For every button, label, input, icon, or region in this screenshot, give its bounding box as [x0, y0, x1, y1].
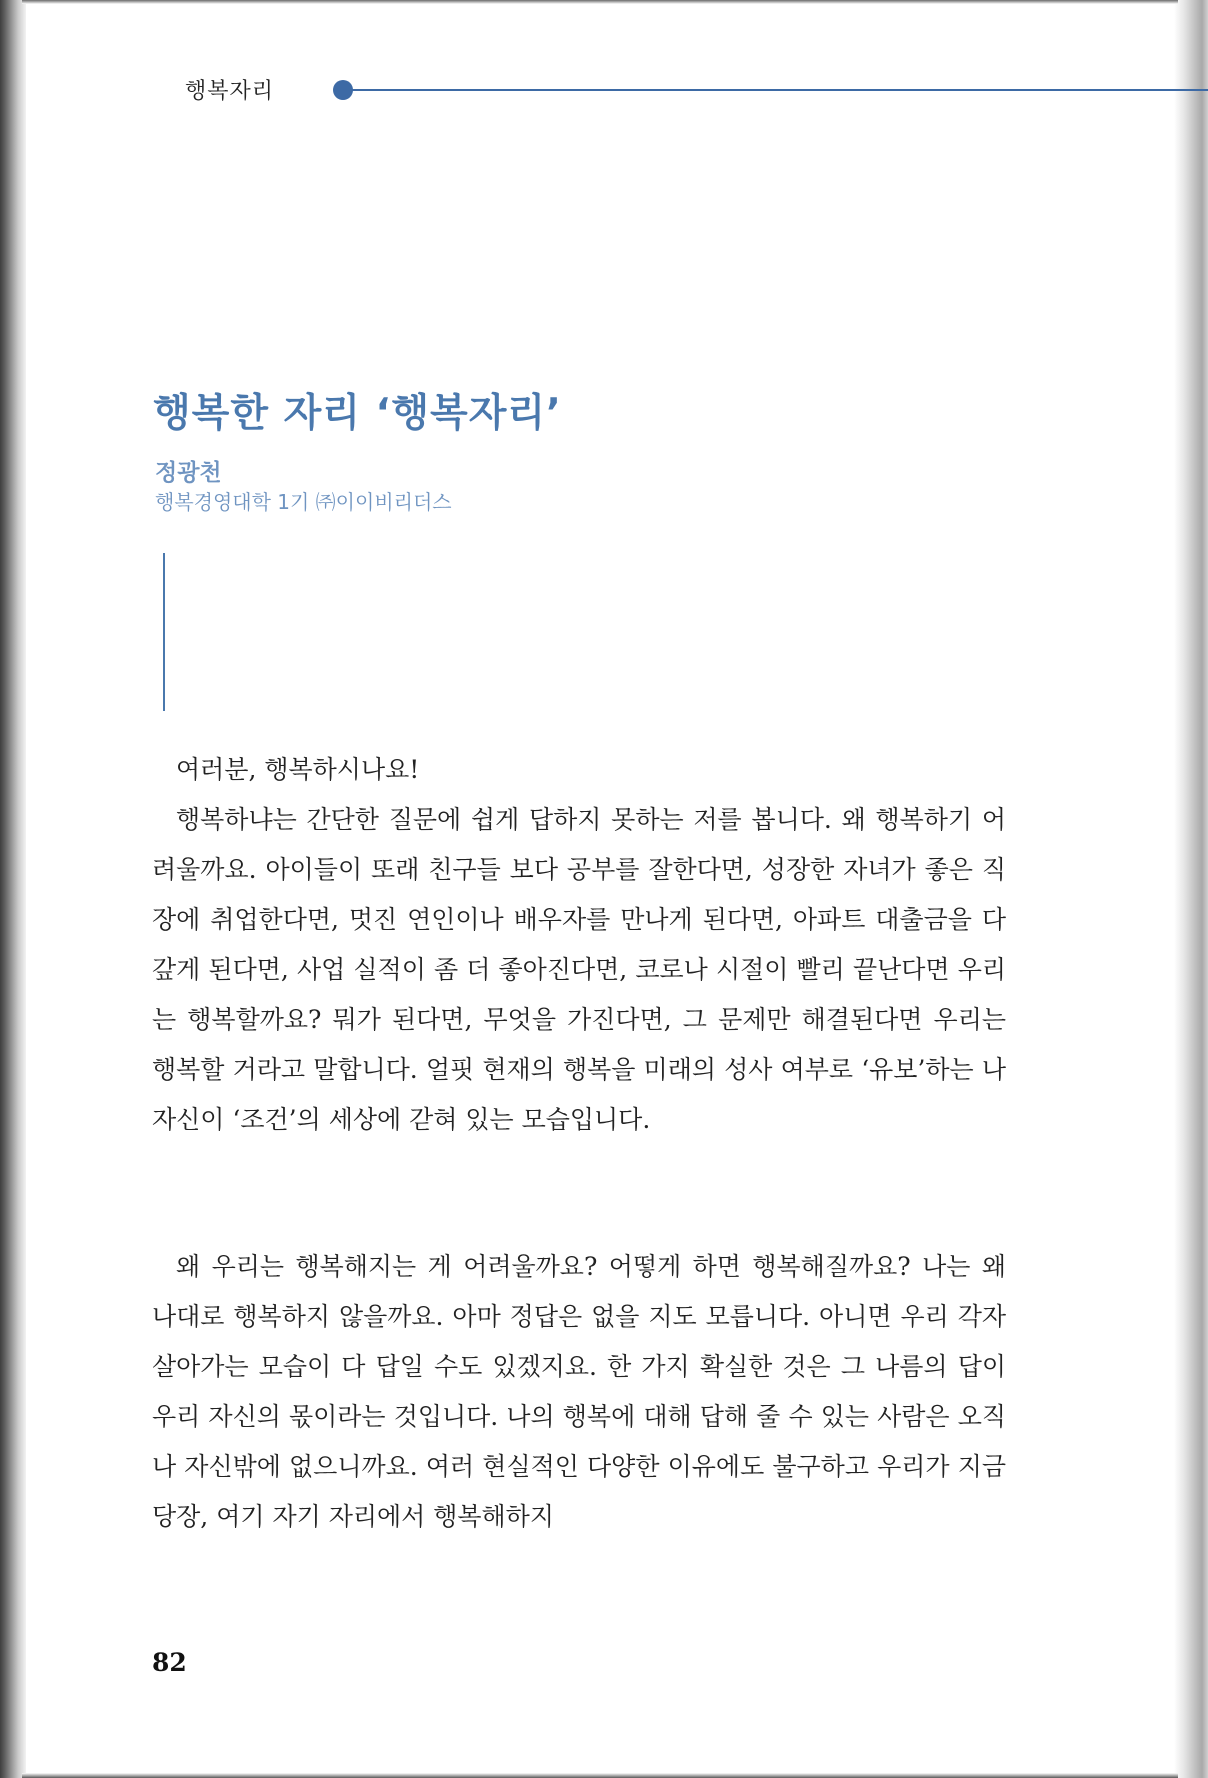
header-rule — [350, 89, 1208, 91]
page-edge-shadow — [1174, 0, 1208, 1778]
page-top-edge — [22, 0, 1178, 4]
paragraph: 왜 우리는 행복해지는 게 어려울까요? 어떻게 하면 행복해질까요? 나는 왜 나대로 행복하지 않을까요. 아마 정답은 없을 지도 모릅니다. 아니면 우리 각자 살아가는 모습이 다 답일 수도 있겠지요. 한 가지 확실한 것은 그 나름의 답이 우리 자신의 몫이라는 것입니다. 나의 행복에 대해 답해 줄 수 있는 사람은 오직 나 자신밖에 없으니까요. 여러 현실적인 다양한 이유에도 불구하고 우리가 지금 당장, 여기 자기 자리에서 행복해하지 — [152, 1252, 1006, 1531]
article-title: 행복한 자리 ‘행복자리’ — [153, 391, 562, 436]
body-section-2 — [152, 1242, 1006, 1542]
paragraph: 행복하냐는 간단한 질문에 쉽게 답하지 못하는 저를 봅니다. 왜 행복하기 어려울까요. 아이들이 또래 친구들 보다 공부를 잘한다면, 성장한 자녀가 좋은 직장에 취업한다면, 멋진 연인이나 배우자를 만나게 된다면, 아파트 대출금을 다 갚게 된다면, 사업 실적이 좀 더 좋아진다면, 코로나 시절이 빨리 끝난다면 우리는 행복할까요? 뭐가 된다면, 무엇을 가진다면, 그 문제만 해결된다면 우리는 행복할 거라고 말합니다. 얼핏 현재의 행복을 미래의 성사 여부로 ‘유보’하는 나 자신이 ‘조건’의 세상에 갇혀 있는 모습입니다. — [152, 805, 1006, 1134]
body-section-1 — [152, 745, 1006, 1145]
book-spine-shadow — [0, 0, 26, 1778]
page-bottom-edge — [22, 1773, 1178, 1778]
running-header-title: 행복자리 — [185, 79, 275, 104]
page-number: 82 — [152, 1648, 187, 1677]
decorative-vertical-rule — [163, 553, 165, 711]
paragraph: 여러분, 행복하시나요! — [176, 755, 420, 784]
author-name: 정광천 — [155, 460, 222, 486]
author-affiliation: 행복경영대학 1기 ㈜이이비리더스 — [155, 490, 452, 514]
